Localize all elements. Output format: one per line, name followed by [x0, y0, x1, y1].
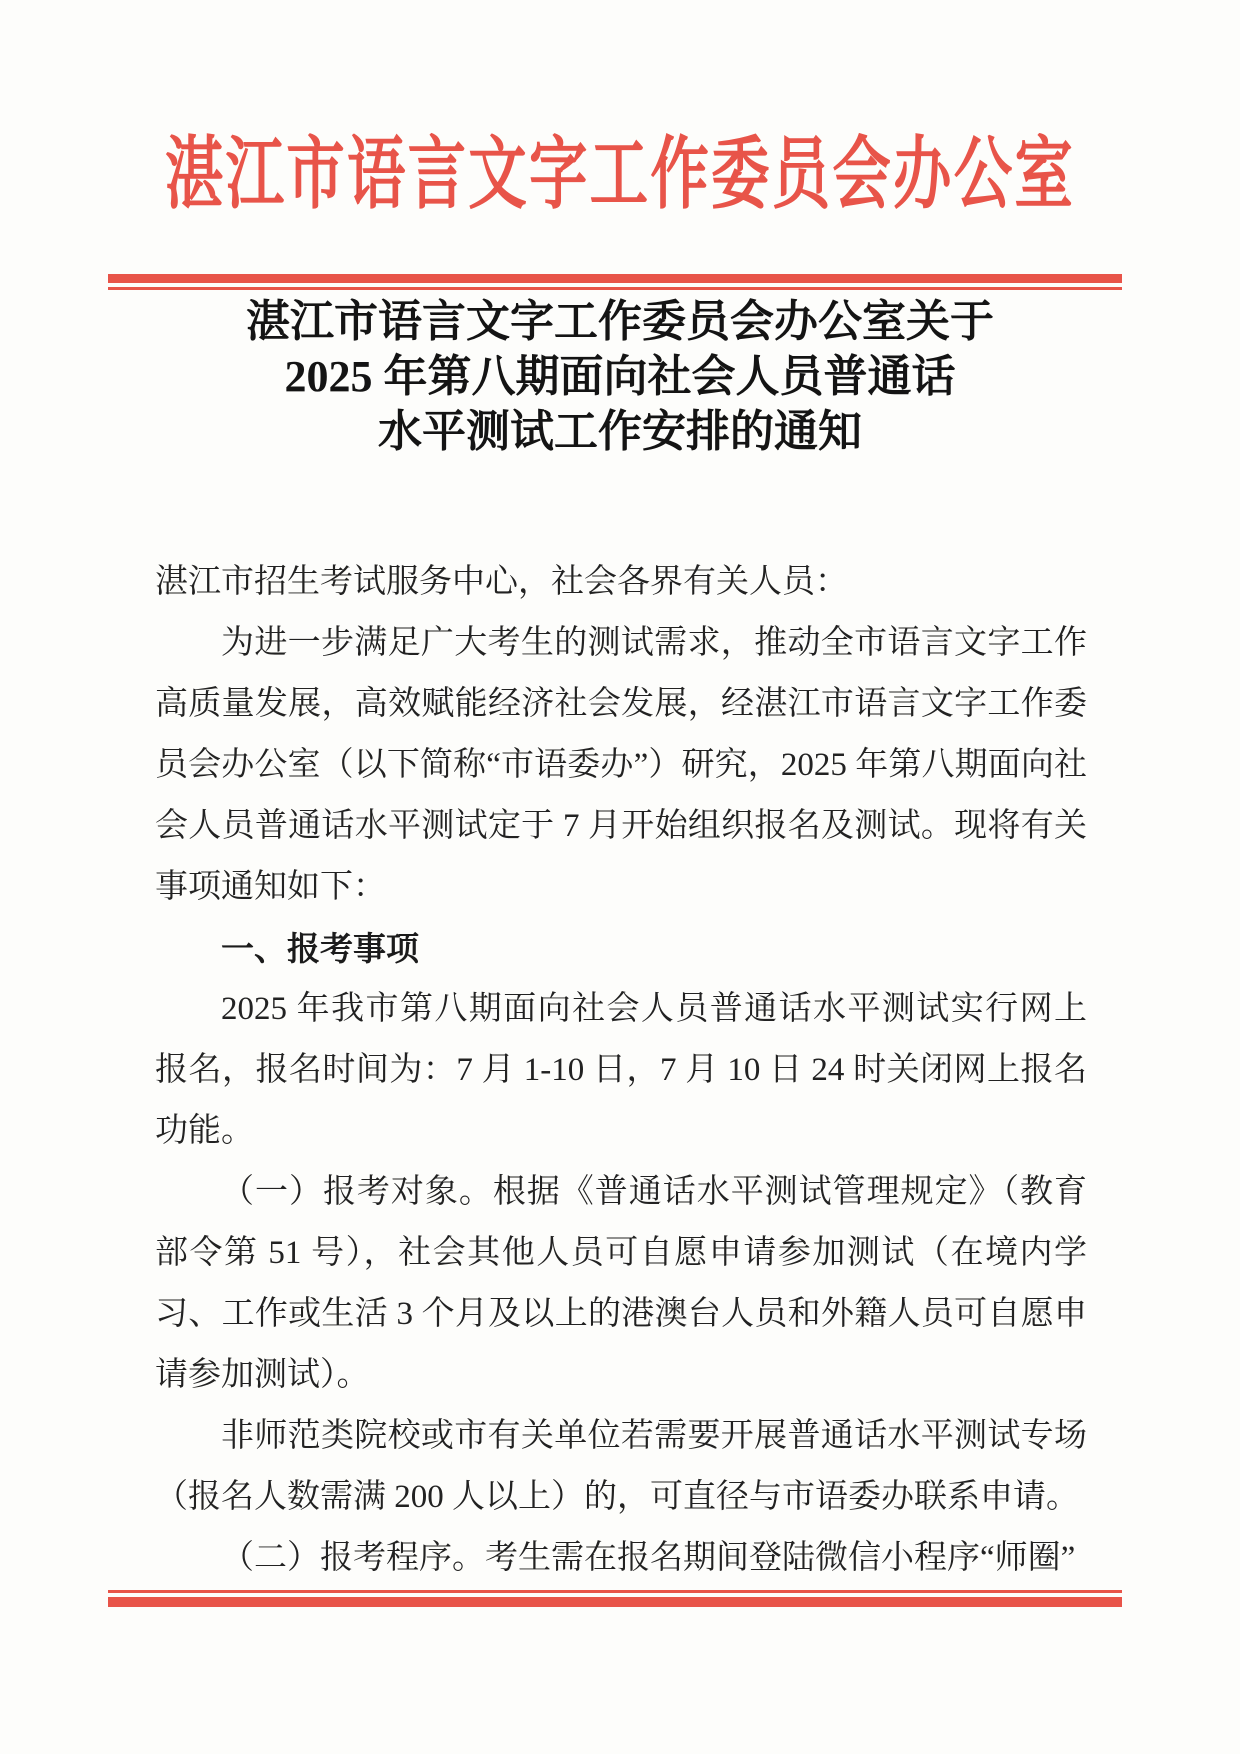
header-rule-thin: [108, 287, 1122, 290]
footer-rule-thin: [108, 1590, 1122, 1593]
footer-rule-thick: [108, 1597, 1122, 1607]
document-title-line-2: 2025 年第八期面向社会人员普通话: [284, 352, 956, 401]
document-title-line-1: 湛江市语言文字工作委员会办公室关于: [246, 297, 994, 346]
paragraph-registration-time: 2025 年我市第八期面向社会人员普通话水平测试实行网上报名，报名时间为：7 月 1-10 日，7 月 10 日 24 时关闭网上报名功能。: [155, 991, 1087, 1149]
header-rule-thick: [108, 274, 1122, 283]
paragraph-intro: 为进一步满足广大考生的测试需求，推动全市语言文字工作高质量发展，高效赋能经济社会发展，经湛江市语言文字工作委员会办公室（以下简称“市语委办”）研究，2025 年第八期面向社会人员普通话水平测试定于 7 月开始组织报名及测试。现将有关事项通知如下：: [155, 625, 1087, 905]
paragraph-procedure: （二）报考程序。考生需在报名期间登陆微信小程序“师圈”: [221, 1540, 1076, 1576]
letterhead: [0, 132, 1240, 219]
paragraph-eligibility: （一）报考对象。根据《普通话水平测试管理规定》（教育部令第 51 号），社会其他人员可自愿申请参加测试（在境内学习、工作或生活 3 个月及以上的港澳台人员和外籍人员可自愿申请参加测试）。: [155, 1174, 1087, 1393]
section-heading-1: 一、报考事项: [221, 930, 419, 967]
paragraph-special-session: 非师范类院校或市有关单位若需要开展普通话水平测试专场（报名人数需满 200 人以上）的，可直径与市语委办联系申请。: [155, 1418, 1087, 1515]
document-title: [0, 294, 1240, 459]
salutation: 湛江市招生考试服务中心，社会各界有关人员：: [155, 564, 848, 600]
document-title-line-3: 水平测试工作安排的通知: [378, 407, 862, 456]
letterhead-org-name: 湛江市语言文字工作委员会办公室: [164, 132, 1076, 219]
document-body: [155, 552, 1087, 1589]
